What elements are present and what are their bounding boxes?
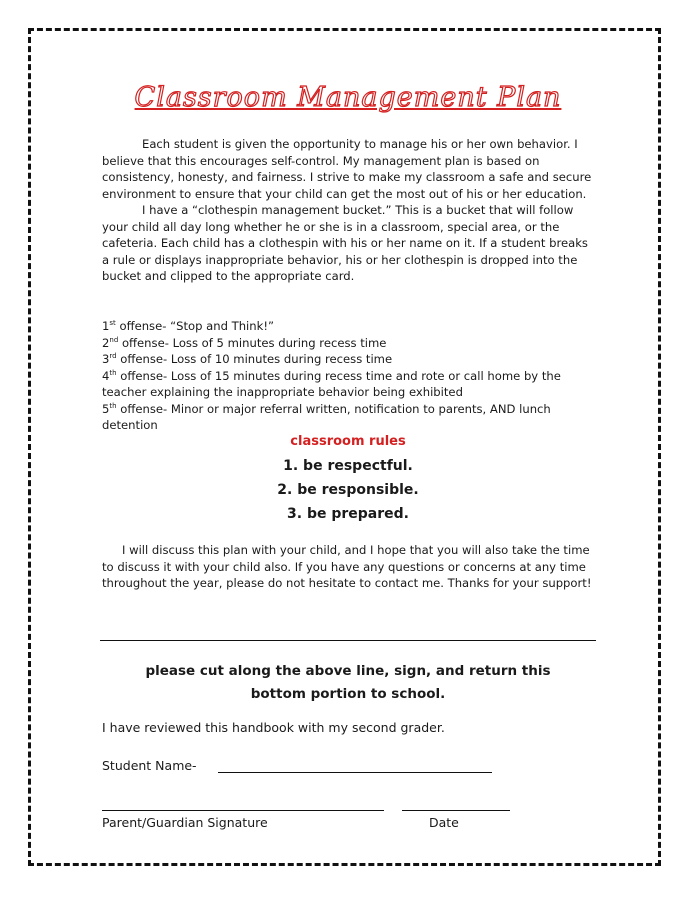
rule-item: 1. be respectful. <box>283 458 413 474</box>
page-title: Classroom Management Plan <box>134 82 562 113</box>
offense-item: 1st offense- “Stop and Think!” <box>102 319 274 333</box>
student-name-label: Student Name- <box>102 758 197 773</box>
rule-item: 2. be responsible. <box>277 482 419 498</box>
date-label: Date <box>429 815 459 830</box>
cut-instructions: please cut along the above line, sign, and return this bottom portion to school. <box>145 663 551 702</box>
offense-item: 2nd offense- Loss of 5 minutes during recess time <box>102 335 387 350</box>
rules-heading: classroom rules <box>290 434 406 449</box>
date-field[interactable] <box>402 810 510 811</box>
paragraph-bucket: I have a “clothespin management bucket.” This is a bucket that will follow your child all day long whether he or she is in a classroom, special area, or the cafeteria. Each child has a clothespin with his or her name on it. If a student breaks a rule or displays inappropriate behavior, his or her clothespin is dropped into the bucket and clipped to the appropriate card. <box>102 203 588 283</box>
rule-item: 3. be prepared. <box>287 506 409 522</box>
closing-section <box>102 542 592 592</box>
intro-section <box>102 136 592 285</box>
paragraph-closing: I will discuss this plan with your child, and I hope that you will also take the time to discuss it with your child also. If you have any questions or concerns at any time throughout the year, please do not hesitate to contact me. Thanks for your support! <box>102 543 592 590</box>
parent-signature-field[interactable] <box>102 810 384 811</box>
cut-line <box>100 640 596 641</box>
offense-item: 4th offense- Loss of 15 minutes during recess time and rote or call home by the teacher explaining the inappropriate behavior being exhibited <box>102 368 561 399</box>
offense-item: 3rd offense- Loss of 10 minutes during recess time <box>102 352 393 366</box>
review-statement: I have reviewed this handbook with my second grader. <box>102 720 445 735</box>
student-name-field[interactable] <box>218 772 492 773</box>
offense-item: 5th offense- Minor or major referral written, notification to parents, AND lunch detention <box>102 401 551 432</box>
paragraph-intro: Each student is given the opportunity to manage his or her own behavior. I believe that this encourages self-control. My management plan is based on consistency, honesty, and fairness. I strive to make my classroom a safe and secure environment to ensure that your child can get the most out of his or her education. <box>102 137 592 201</box>
offense-list <box>102 318 592 434</box>
parent-signature-label: Parent/Guardian Signature <box>102 815 268 830</box>
